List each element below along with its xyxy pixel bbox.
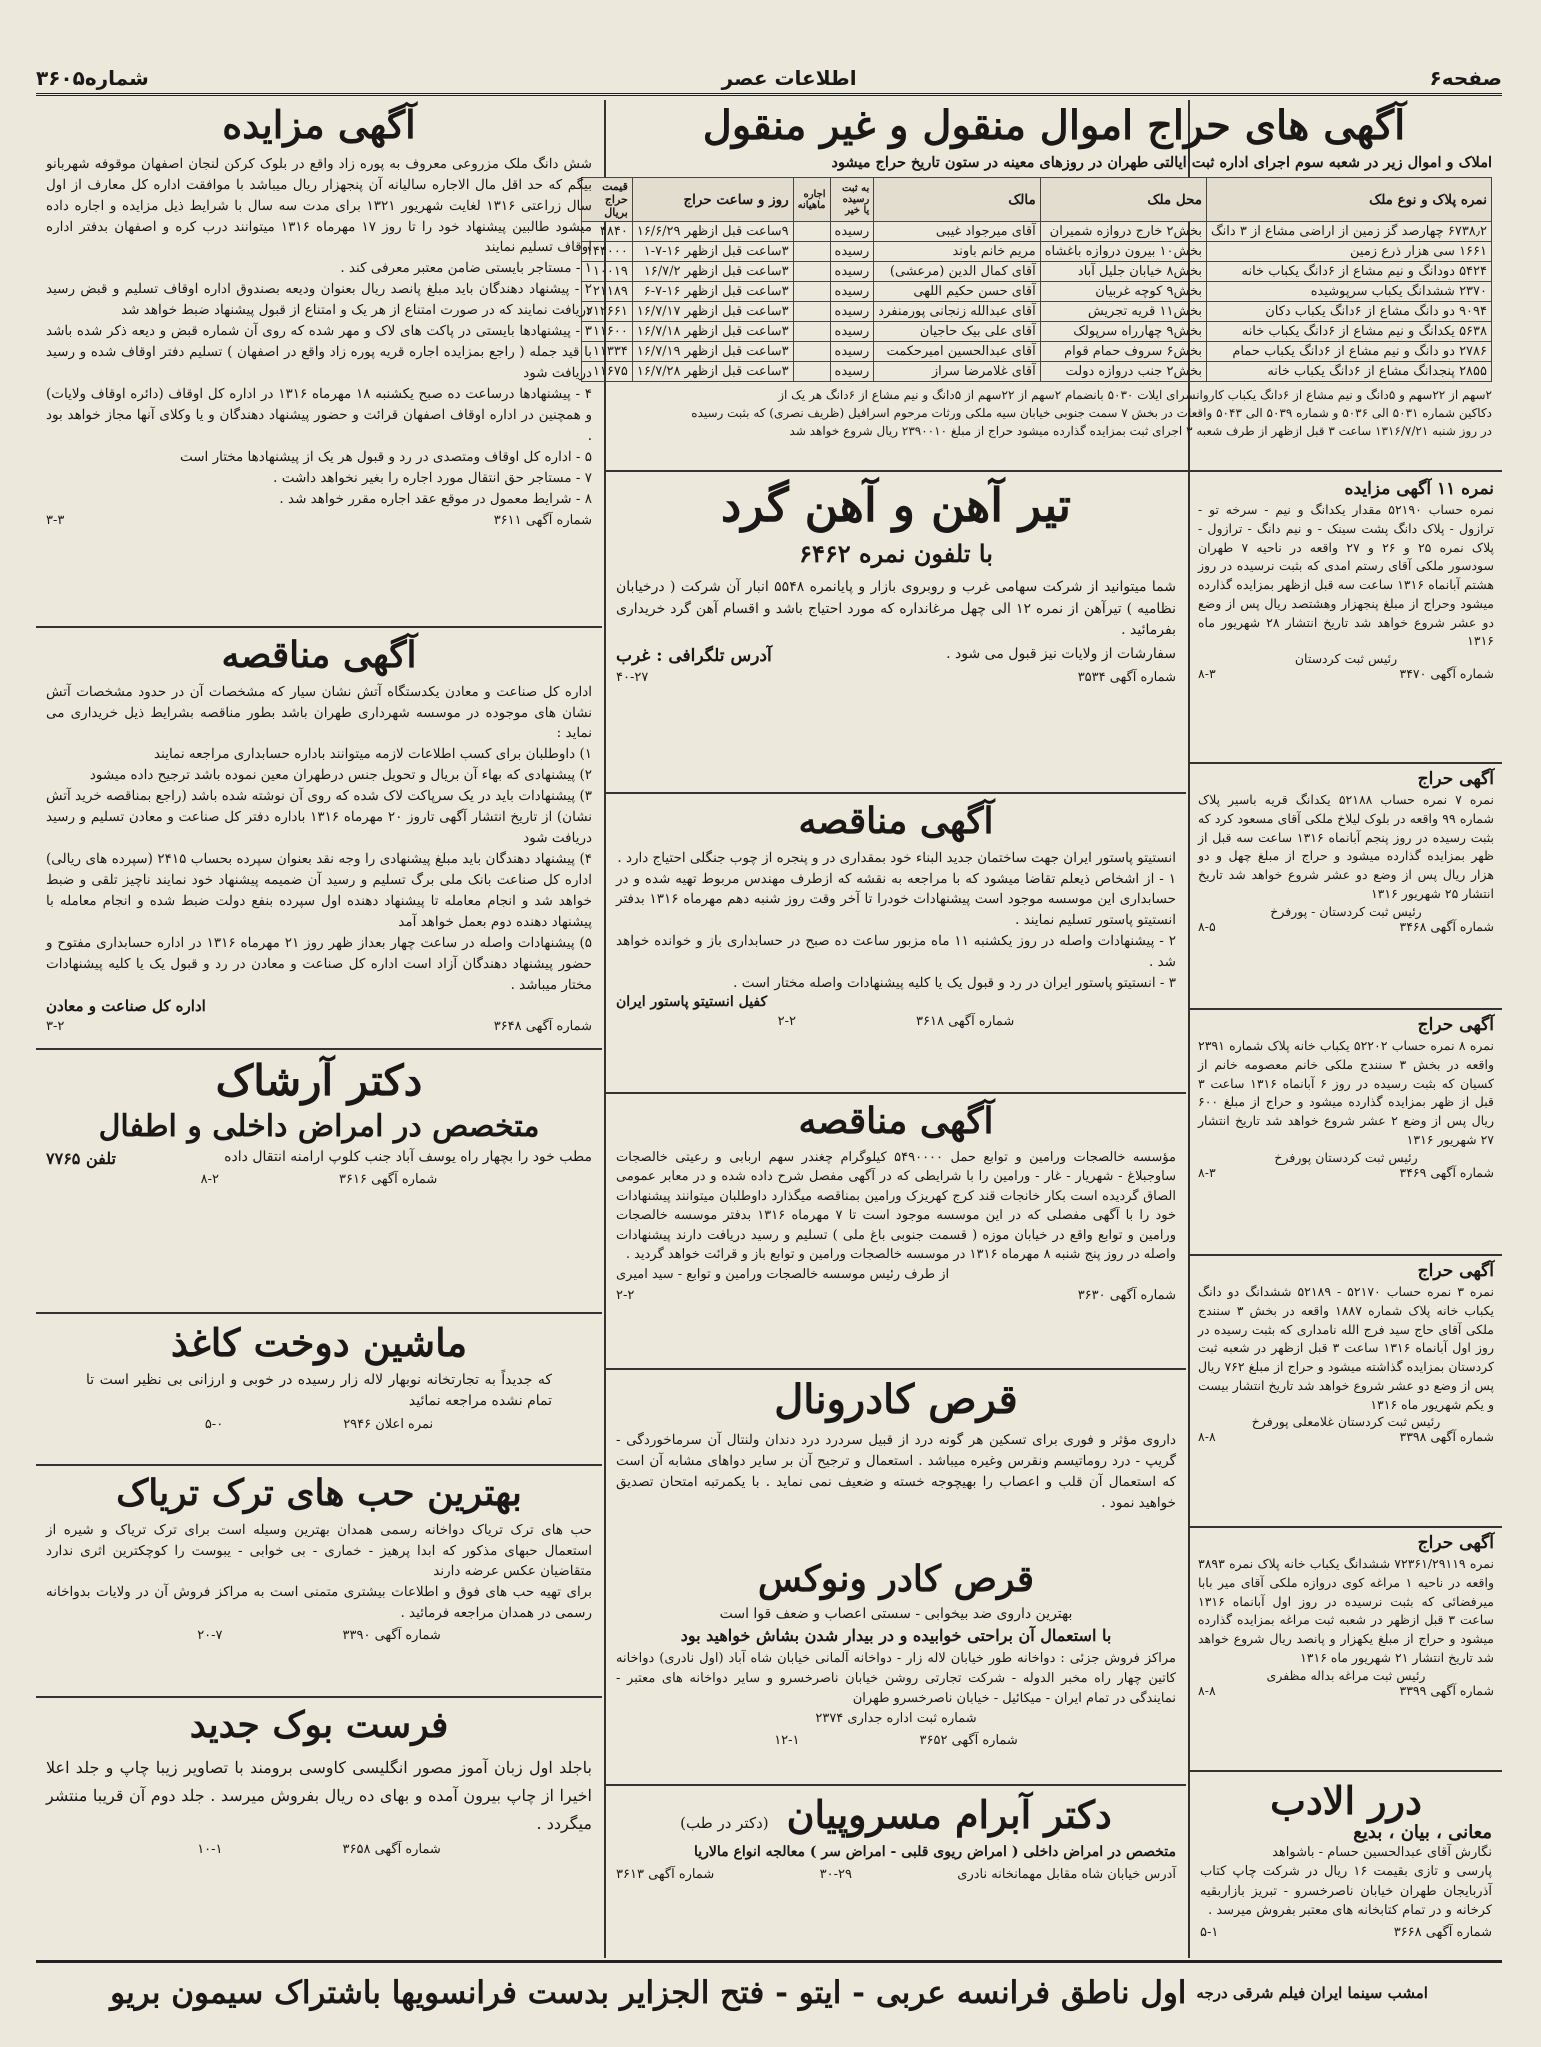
condition-item: ۱) داوطلبان برای کسب اطلاعات لازمه میتوانند باداره حسابداری مراجعه نمایند bbox=[154, 746, 592, 763]
auction-note-line: ۲سهم از ۲۲سهم و ۵دانگ و نیم مشاع از ۶دانگ یکباب کاروانسرای ایلات ۵۰۳۰ بانضمام ۲سهم از ۲۲سهم از ۵دانگ و نیم مشاع از ۶دانگ هر یک از bbox=[778, 388, 1492, 402]
auction-cell: ۳ساعت قبل ازظهر ۱۶-۷-۶ bbox=[632, 282, 793, 302]
ad-subtitle: با تلفون نمره ۶۴۶۲ bbox=[799, 538, 993, 568]
ad-title: آگهی مناقصه bbox=[221, 634, 417, 676]
ad-body: پارسی و تازی بقیمت ۱۶ ریال در شرکت چاپ کتاب آذربایجان طهران خیابان ناصرخسرو - تبریز بازاربقیه کرخانه و در تمام کتابخانه های معتبر بفروش میرسد . bbox=[1200, 1864, 1492, 1919]
ad-dr-abram bbox=[606, 1788, 1186, 1958]
banner-text: اول ناطق فرانسه عربی - ایتو - فتح الجزایر بدست فرانسویها باشتراک سیمون بریو bbox=[110, 1974, 1187, 2011]
auction-cell: رسیده bbox=[830, 262, 874, 282]
ad-number: شماره آگهی ۳۶۳۰ bbox=[1077, 1288, 1176, 1304]
condition-item: ۸ - شرایط معمول در موقع عقد اجاره مقرر خواهد شد . bbox=[279, 490, 592, 507]
ad-body: نمره ۸ نمره حساب ۵۲۲۰۲ یکباب خانه پلاک شماره ۲۳۹۱ واقعه در بخش ۳ سنندج ملکی خانم معصومه خانم از کسیان که بثبت رسیده در روز ۶ آبانماه ۱۳۱۶ ساعت ۳ قبل از ظهر بمزایده گذارده میشود و حراج از مبلغ ۶۰۰ ریال پس از وضع ۲ عشر شروع خواهد شد تاریخ انتشار ۲۷ شهریور ۱۳۱۶ bbox=[1198, 1038, 1494, 1147]
auction-cell: ۳ساعت قبل ازظهر ۱۶/۷/۲ bbox=[632, 262, 793, 282]
ad-signature: رئیس ثبت مراغه بداله مظفری bbox=[1266, 1667, 1426, 1683]
auction-row bbox=[581, 322, 1491, 342]
ad-title: نمره ۱۱ آگهی مزایده bbox=[1344, 479, 1494, 499]
telegraph-address: آدرس تلگرافی : غرب bbox=[616, 646, 772, 667]
ad-number: نمره اعلان ۲۹۴۶ bbox=[343, 1417, 434, 1433]
auction-cell bbox=[793, 282, 830, 302]
ad-number: شماره آگهی ۳۵۳۴ bbox=[1077, 670, 1176, 686]
side-auction-ad bbox=[1190, 1010, 1502, 1256]
ad-title: قرص کادر ونوکس bbox=[757, 1558, 1035, 1600]
ad-code: ۸-۸ bbox=[1198, 1682, 1216, 1698]
ad-footer bbox=[1198, 1165, 1494, 1180]
ad-code: ۳۰-۲۹ bbox=[819, 1867, 852, 1883]
ad-intro: شش دانگ ملک مزروعی معروف به پوره زاد واقع در بلوک کرکن لنجان اصفهان موقوفه شهربانو بیگم که حد اقل مال الاجاره سالیانه آن پنجهزار ریال میباشد با موافقت اداره کل معارف از اول سال زراعتی ۱۳۱۶ لغایت شهریور ۱۳۲۱ برای مدت سه سال با شرایط ذیل مزایده و اجاره داده میشود طالبین پیشنهاد خود را تا روز ۱۷ مهرماه ۱۳۱۶ میتوانند درب کره و اصفهان بدفتر اداره اوقاف تسلیم نمایند bbox=[46, 155, 593, 256]
ad-beet-tender bbox=[606, 1096, 1186, 1370]
auction-cell: ۱۱۶۰۰ bbox=[581, 322, 632, 342]
auction-cell: ۳ساعت قبل ازظهر ۱۶-۷-۱ bbox=[632, 242, 793, 262]
auction-cell: آقای غلامرضا سراز bbox=[874, 362, 1040, 382]
auction-cell: رسیده bbox=[830, 302, 874, 322]
auction-table bbox=[581, 177, 1492, 382]
auction-cell: مریم خانم باوند bbox=[874, 242, 1040, 262]
auction-cell: ۲۱۲۶۶۱ bbox=[581, 302, 632, 322]
auction-row bbox=[581, 222, 1491, 242]
ad-iron-beams bbox=[606, 474, 1186, 794]
auction-cell: ۹ساعت قبل ازظهر ۱۶/۶/۲۹ bbox=[632, 222, 793, 242]
ad-title: آگهی حراج bbox=[1417, 1533, 1494, 1553]
side-auction-ad bbox=[1190, 474, 1502, 764]
auction-cell: رسیده bbox=[830, 282, 874, 302]
ad-number: شماره آگهی ۳۶۴۸ bbox=[493, 1019, 592, 1035]
auction-cell: ۳ساعت قبل ازظهر ۱۶/۷/۱۷ bbox=[632, 302, 793, 322]
ad-subtitle: متخصص در امراض داخلی و اطفال bbox=[98, 1109, 540, 1145]
ad-intro: انستیتو پاستور ایران جهت ساختمان جدید البناء خود بمقداری در و پنجره از چوب جنگلی احتیاج دارد . bbox=[617, 849, 1176, 866]
ad-signature: رئیس ثبت کردستان پورفرخ bbox=[1274, 1149, 1418, 1165]
auction-cell bbox=[793, 222, 830, 242]
ad-signature: رئیس ثبت کردستان غلامعلی پورفرخ bbox=[1251, 1414, 1441, 1430]
ad-footer bbox=[1198, 919, 1494, 934]
ad-conditions-list bbox=[616, 869, 1176, 995]
ad-body: نمره ۷ نمره حساب ۵۲۱۸۸ یکدانگ قریه باسیر پلاک شماره ۹۹ واقعه در بلوک لیلاخ ملکی آقای مسعود کرد که بثبت رسیده در روز پنجم آبانماه ۱۳۱۶ ساعت سه قبل از ظهر بمزایده گذارده میشود و حراج از مبلغ چهل و دو هزار ریال پس از وضع دو عشر شروع خواهد شد تاریخ انتشار ۲۵ شهریور ۱۳۱۶ bbox=[1198, 792, 1494, 901]
ad-address: آدرس خیابان شاه مقابل مهمانخانه نادری bbox=[957, 1867, 1176, 1883]
sales-centers: مراکز فروش جزئی : دواخانه طور خیابان لاله زار - دواخانه آلمانی خیابان شاه آباد (اول نادری) دواخانه کاتین چهار راه مخبر الدوله - شرکت تجارتی روشن خیابان ناصرخسرو و سایر دواخانه های معتبر - نمایندگی در تمام ایران - میکائیل - خیابان ناصرخسرو طهران bbox=[616, 1650, 1176, 1706]
ad-sewing-machine bbox=[36, 1316, 602, 1466]
condition-item: ۳ - پیشنهادها بایستی در پاکت های لاک و مهر شده که روی آن شماره قبض و دیعه ذکر شده باشد با قید جمله ( راجع بمزایده اجاره قریه پوره زاد واقع در اصفهان ) تسلیم دفتر اوقاف شده و رسید دریافت شود bbox=[46, 323, 592, 382]
ad-body: بهترین داروی ضد بیخوابی - سستی اعصاب و ضعف قوا است bbox=[719, 1605, 1073, 1622]
ad-number: شماره آگهی ۳۳۹۹ bbox=[1399, 1682, 1494, 1698]
auction-cell: آقای علی بیک حاجیان bbox=[874, 322, 1040, 342]
auction-title: آگهی های حراج اموال منقول و غیر منقول bbox=[702, 102, 1406, 149]
auction-cell: آقای عبدالله زنجانی پورمنفرد bbox=[874, 302, 1040, 322]
side-auction-ad bbox=[1190, 1256, 1502, 1528]
auction-cell: ۶۷۳۸٫۲ چهارصد گز زمین از اراضی مشاع از ۳ دانگ bbox=[1207, 222, 1492, 242]
auction-cell: بخش۹ چهارراه سرپولک bbox=[1040, 322, 1206, 342]
condition-item: ۵) پیشنهادات واصله در ساعت چهار بعداز ظهر روز ۲۱ مهرماه ۱۳۱۶ در اداره حسابداری مفتوح و حضور پیشنهاد دهندگان آزاد است اداره کل صناعت و معادن در رد و قبول یک یا کلیه پیشنهادات مختار میباشد . bbox=[46, 934, 592, 993]
ad-title: آگهی مناقصه bbox=[798, 1100, 994, 1142]
ad-title: آگهی حراج bbox=[1417, 1015, 1494, 1035]
ad-title: آگهی مزایده bbox=[222, 102, 416, 147]
ad-pasteur-tender bbox=[606, 796, 1186, 1094]
banner-small: امشب سینما ایران فیلم شرقی درجه bbox=[1196, 1983, 1428, 2002]
ad-code: ۵-۱ bbox=[1200, 1924, 1219, 1940]
auction-cell: ۵۴۲۴ دودانگ و نیم مشاع از ۶دانگ یکباب خانه bbox=[1207, 262, 1492, 282]
ad-footer bbox=[46, 1019, 592, 1034]
auction-cell: رسیده bbox=[830, 242, 874, 262]
ad-conditions-list bbox=[46, 258, 592, 509]
ad-body: نمره ۷۲۳۶۱/۲۹۱۱۹ ششدانگ یکباب خانه پلاک نمره ۳۸۹۳ واقعه در ناحیه ۱ مراغه کوی دروازه ملکی آقای میر بابا میرفضائی که بثبت نرسیده در روز اول آبانماه ۱۳۱۶ ساعت ۳ قبل ازظهر در شعبه ثبت مراغه بمزایده گذارده میشود و حراج از مبلغ یکهزار و پانصد ریال شروع خواهد شد تاریخ انتشار ۲۱ شهریور ماه ۱۳۱۶ bbox=[1198, 1556, 1495, 1665]
ad-footer bbox=[1200, 1925, 1492, 1940]
ad-number: شماره آگهی ۳۳۹۰ bbox=[342, 1628, 441, 1644]
ad-subtitle: معانی ، بیان ، بدیع bbox=[1353, 1821, 1492, 1843]
ad-number: شماره آگهی ۳۶۵۸ bbox=[342, 1841, 441, 1857]
ad-title: بهترین حب های ترک تریاک bbox=[116, 1472, 522, 1514]
ad-title: ماشین دوخت کاغذ bbox=[170, 1320, 468, 1365]
ad-bold-line: با استعمال آن براحتی خوابیده و در بیدار شدن بشاش خواهید بود bbox=[680, 1625, 1112, 1645]
condition-item: ۲ - پیشنهاد دهندگان باید مبلغ پانصد ریال بعنوان ودیعه بصندوق اداره اوقاف تسلیم و قبض رسید دریافت نمایند که در صورت امتناع از هر یک و امتناع از قبول پیشنهاد ضبط خواهد شد bbox=[46, 281, 592, 319]
condition-item: ۴) پیشنهاد دهندگان باید مبلغ پیشنهادی را وجه نقد بعنوان سپرده بحساب ۲۴۱۵ (سپرده های ریالی) اداره کل صناعت بانک ملی برگ تسلیم و رسید آن ضمیمه پیشنهاد خود نمایند ناچیز تلقی و ضبط خواهد شد و انجام معامله تا پیشنهاد دهنده اول سپرده بنفع دولت ضبط شده و انجام معامله با پیشنهاد دهنده دوم بعمل خواهد آمد bbox=[46, 850, 592, 930]
ad-number: شماره آگهی ۳۳۹۸ bbox=[1399, 1429, 1494, 1445]
ad-title: آگهی حراج bbox=[1417, 769, 1494, 789]
auction-cell: آقای عبدالحسین امیرحکمت bbox=[874, 342, 1040, 362]
ad-footer bbox=[46, 1417, 592, 1432]
ad-footer bbox=[1198, 666, 1494, 681]
auction-cell: ۱۶۶۱ سی هزار ذرع زمین bbox=[1207, 242, 1492, 262]
auction-cell: ۲۳۷۰ ششدانگ یکباب سرپوشیده bbox=[1207, 282, 1492, 302]
ad-signature: اداره کل صناعت و معادن bbox=[46, 997, 206, 1016]
auction-row bbox=[581, 242, 1491, 262]
ad-footer bbox=[46, 1842, 592, 1857]
ad-body: نمره حساب ۵۲۱۹۰ مقدار یکدانگ و نیم - سرخه تو - ترازول - پلاک دانگ پشت سینک - و نیم دانگ - ترازول - پلاک نمره ۲۵ و ۲۶ و ۲۷ واقعه در ناحیه ۷ طهران سودسور ملکی آقای رستم امدی که بثبت نرسیده در روز هشتم آبانماه ۱۳۱۶ ساعت سه قبل ازظهر بمزایده گذارده میشود وحراج از مبلغ پنجهزار وهشتصد ریال پس از وضع دو عشر شروع خواهد شد تاریخ انتشار ۲۸ شهریور ماه ۱۳۱۶ bbox=[1198, 502, 1495, 649]
ad-body: که جدیداً به تجارتخانه نوبهار لاله زار رسیده در خوبی و ارزانی بی نظیر است تا تمام نشده مراجعه نمائید bbox=[86, 1371, 552, 1410]
side-auction-ad bbox=[1190, 764, 1502, 1010]
ad-code: ۲-۲ bbox=[777, 1014, 797, 1030]
ad-opium-pills bbox=[36, 1468, 602, 1698]
masthead bbox=[36, 62, 1502, 96]
auction-cell: آقای میرجواد غیبی bbox=[874, 222, 1040, 242]
ad-title: قرص کادرونال bbox=[774, 1376, 1018, 1423]
ad-signature: از طرف رئیس موسسه خالصجات ورامین و توابع - سید امیری bbox=[616, 1266, 950, 1282]
ad-dr-arshak bbox=[36, 1052, 602, 1314]
auction-cell: ۲۷۸۶ دو دانگ و نیم مشاع از ۶دانگ یکباب حمام bbox=[1207, 342, 1492, 362]
auction-cell: بخش۱۱ قریه تجریش bbox=[1040, 302, 1206, 322]
ad-body: حب های ترک تریاک دواخانه رسمی همدان بهترین وسیله است برای ترک تریاک و شیره از استعمال حبهای مذکور که ابدا پرهیز - خماری - بی خوابی - یبوست را کوچکترین اثری ندارد متقاضیان عکس عرضه دارند bbox=[46, 1521, 592, 1580]
phone-number: تلفن ۷۷۶۵ bbox=[46, 1149, 116, 1169]
col-plate: نمره پلاک و نوع ملک bbox=[1207, 178, 1492, 222]
condition-item: ۱ - مستاجر بایستی ضامن معتبر معرفی کند . bbox=[340, 260, 592, 277]
auction-cell: ۲۸۵۵ پنجدانگ مشاع از ۶دانگ یکباب خانه bbox=[1207, 362, 1492, 382]
ad-body: متخصص در امراض داخلی ( امراض ریوی قلبی - امراض سر ) معالجه انواع مالاریا bbox=[694, 1843, 1176, 1860]
auction-cell bbox=[793, 322, 830, 342]
ad-dorar-aladab bbox=[1190, 1774, 1502, 1958]
ad-code: ۲۰-۷ bbox=[197, 1628, 223, 1644]
ad-first-book bbox=[36, 1700, 602, 1958]
ad-footer bbox=[616, 1733, 1176, 1748]
ad-number: شماره آگهی ۳۶۶۸ bbox=[1393, 1924, 1492, 1940]
ad-footer bbox=[616, 670, 1176, 685]
ad-conditions-list bbox=[46, 744, 592, 995]
ad-title: آگهی مناقصه bbox=[798, 800, 994, 842]
ad-body: مطب خود را بچهار راه یوسف آباد جنب کلوپ ارامنه انتقال داده bbox=[224, 1149, 592, 1166]
auction-cell bbox=[793, 262, 830, 282]
auction-cell bbox=[793, 302, 830, 322]
col-datetime: روز و ساعت حراج bbox=[632, 178, 793, 222]
ad-number: شماره آگهی ۳۶۱۱ bbox=[493, 513, 592, 529]
ad-title: آگهی حراج bbox=[1417, 1261, 1494, 1281]
ad-code: ۸-۲ bbox=[200, 1172, 220, 1188]
registration-number: شماره ثبت اداره جداری ۲۳۷۴ bbox=[815, 1711, 977, 1727]
ad-code: ۳-۳ bbox=[46, 513, 65, 529]
auction-row bbox=[581, 342, 1491, 362]
ad-mozayedeh bbox=[36, 98, 602, 628]
auction-cell: آقای حسن حکیم اللهی bbox=[874, 282, 1040, 302]
ad-body-2: برای تهیه حب های فوق و اطلاعات بیشتری متمنی است به مراکز فروش آن در ولایات بدواخانه رسمی در همدان مراجعه فرمائید . bbox=[46, 1584, 592, 1622]
auction-notes bbox=[616, 386, 1492, 440]
ad-body: مؤسسه خالصجات ورامین و توابع حمل ۵۴۹۰۰۰۰ کیلوگرام چغندر سهم اربابی و رعیتی خالصجات ساوجبلاغ - شهریار - غار - ورامین را با شرایطی که در آگهی مفصل شرح داده شده و در معابر عمومی الصاق گردیده است بکار خانجات قند کرج کهریزک ورامین بمناقصه میگذارد داوطلبان میتوانند پیشنهادات خود را با آگهی مفصلی که در این موسسه موجود است تا ۷ مهرماه ۱۳۱۶ بدفتر موسسه خالصجات ورامین و توابع واقع در خیابان موزه ( قسمت جنوبی باغ ملی ) تسلیم و رسید دریافت دارند پیشنهادات واصله در روز پنج شنبه ۸ مهرماه ۱۳۱۶ در موسسه خالصجات ورامین و توابع باز و قرائت خواهد گردید . bbox=[616, 1149, 1176, 1263]
ad-code: ۱۰-۱ bbox=[197, 1841, 223, 1857]
col-location: محل ملک bbox=[1040, 178, 1206, 222]
condition-item: ۳ - انستیتو پاستور ایران در رد و قبول یک یا کلیه پیشنهادات واصله مختار است . bbox=[733, 975, 1176, 992]
ad-footer bbox=[616, 1288, 1176, 1303]
ad-intro: اداره کل صناعت و معادن یکدستگاه آتش نشان سیار که مشخصات آن در حدود مشخصات آتش نشان های موجوده در موسسه شهرداری طهران باشد بطور مناقصه بشرایط ذیل خریداری می نماید : bbox=[46, 683, 592, 742]
col-rent: اجاره ماهیانه bbox=[793, 178, 830, 222]
ad-signature: رئیس ثبت کردستان - پورفرخ bbox=[1270, 903, 1422, 919]
ad-footer bbox=[46, 1172, 592, 1187]
ad-footer bbox=[1198, 1429, 1494, 1444]
auction-cell: ۳ساعت قبل ازظهر ۱۶/۷/۲۸ bbox=[632, 362, 793, 382]
auction-cell: بخش۱۰ بیرون دروازه باغشاه bbox=[1040, 242, 1206, 262]
auction-cell: ۱۴۴۰۰۰ bbox=[581, 242, 632, 262]
ad-number: شماره آگهی ۳۴۷۰ bbox=[1399, 666, 1494, 681]
ad-body-row bbox=[616, 646, 1176, 666]
auction-cell: ۴۸۴۰ bbox=[581, 222, 632, 242]
col-owner: مالک bbox=[874, 178, 1040, 222]
auction-cell: ۹۰۹۴ دو دانگ مشاع از ۶دانگ یکباب دکان bbox=[1207, 302, 1492, 322]
auction-cell: رسیده bbox=[830, 322, 874, 342]
ad-footer bbox=[46, 513, 592, 528]
ad-code: ۸-۳ bbox=[1198, 666, 1216, 681]
condition-item: ۵ - اداره کل اوقاف ومتصدی در رد و قبول هر یک از پیشنهادها مختار است bbox=[179, 448, 592, 465]
auction-cell: ۲۱۱۸۹ bbox=[581, 282, 632, 302]
auction-cell: بخش۲ خارج دروازه شمیران bbox=[1040, 222, 1206, 242]
ad-number: شماره آگهی ۳۶۱۸ bbox=[916, 1014, 1015, 1030]
auction-cell bbox=[793, 342, 830, 362]
ad-note: سفارشات از ولایات نیز قبول می شود . bbox=[946, 646, 1176, 663]
ad-number: شماره آگهی ۳۶۵۲ bbox=[919, 1732, 1018, 1748]
col-price: قیمت حراج بریال bbox=[581, 178, 632, 222]
auction-cell: ۵۶۳۸ یکدانگ و نیم مشاع از ۶دانگ یکباب خانه bbox=[1207, 322, 1492, 342]
auction-cell: ۳ساعت قبل ازظهر ۱۶/۷/۱۹ bbox=[632, 342, 793, 362]
auction-cell: بخش۶ سروف حمام قوام bbox=[1040, 342, 1206, 362]
auction-cell: ۱۰۰۱۹ bbox=[581, 262, 632, 282]
ad-body-row bbox=[46, 1149, 592, 1168]
auction-intro: املاک و اموال زیر در شعبه سوم اجرای اداره ثبت ایالتی طهران در روزهای معینه در ستون تاریخ حراج میشود bbox=[831, 154, 1492, 171]
ad-footer bbox=[1198, 1683, 1494, 1698]
ad-code: ۳-۲ bbox=[46, 1019, 65, 1035]
ad-title: تیر آهن و آهن گرد bbox=[720, 478, 1072, 532]
ad-monaqeseh-fire bbox=[36, 630, 602, 1050]
ad-body: باجلد اول زبان آموز مصور انگلیسی کاوسی برومند با تصاویر زیبا چاپ و جلد اعلا اخیرا از چاپ بیرون آمده و بهای ده ریال بفروش میرسد . جلد دوم آن قریبا منتشر میگردد . bbox=[46, 1757, 592, 1833]
ad-number: شماره آگهی ۳۴۶۸ bbox=[1399, 918, 1494, 934]
newspaper-title: اطلاعات عصر bbox=[721, 65, 857, 90]
ad-title: درر الادب bbox=[1270, 1778, 1422, 1823]
auction-cell bbox=[793, 362, 830, 382]
auction-cell: بخش۸ خیابان جلیل آباد bbox=[1040, 262, 1206, 282]
ad-number: شماره آگهی ۳۶۱۳ bbox=[616, 1867, 715, 1883]
ad-title-row bbox=[616, 1794, 1176, 1836]
auction-header-row bbox=[581, 178, 1491, 222]
ad-body: داروی مؤثر و فوری برای تسکین هر گونه درد از قبیل سردرد درد دندان ولنتال آن سرماخوردگی - گریپ - درد روماتیسم ونقرس وغیره میباشد . استعمال و ترجیح آن بر سایر دواهای مشابه آن است که استعمال آن قلب و اعصاب را بهیچوجه خسته و ضعیف نمی نماید . با یکمرتبه امتحان تصدیق خواهید نمود . bbox=[616, 1432, 1176, 1511]
auction-cell: ۱۱۶۷۵ bbox=[581, 362, 632, 382]
ad-code: ۲-۲ bbox=[616, 1288, 635, 1304]
ad-title-note: (دکتر در طب) bbox=[680, 1814, 769, 1832]
ad-body: نمره ۳ نمره حساب ۵۲۱۷۰ - ۵۲۱۸۹ ششدانگ دو دانگ یکباب خانه پلاک شماره ۱۸۸۷ واقعه در بخش ۳ سنندج ملکی آقای حاج سید فرج الله نامداری که بثبت رسیده در روز اول آبانماه ۱۳۱۶ ساعت ۳ قبل ازظهر در شعبه ثبت کردستان بمزایده گذاشته میشود و حراج از مبلغ ۷۶۲ ریال پس از وضع دو عشر شروع خواهد شد تاریخ انتشار بیست و یکم شهریور ماه ۱۳۱۶ bbox=[1198, 1284, 1495, 1412]
condition-item: ۲ - پیشنهادات واصله در روز یکشنبه ۱۱ ماه مزبور ساعت ده صبح در حسابداری باز و خوانده خواهد شد . bbox=[616, 933, 1176, 971]
ad-signature: کفیل انستیتو پاستور ایران bbox=[616, 994, 768, 1011]
condition-item: ۲) پیشنهادی که بهاء آن بریال و تحویل جنس درطهران معین نموده باشد ترجیح داده میشود bbox=[89, 767, 592, 784]
ad-number: شماره آگهی ۳۶۱۶ bbox=[339, 1172, 438, 1188]
auction-table-section bbox=[585, 98, 1502, 472]
ad-code: ۴۰-۲۷ bbox=[616, 670, 649, 686]
auction-cell: بخش۲ جنب دروازه دولت bbox=[1040, 362, 1206, 382]
page-number: صفحه۶ bbox=[1429, 65, 1502, 90]
auction-cell: آقای کمال الدین (مرعشی) bbox=[874, 262, 1040, 282]
ad-code: ۸-۵ bbox=[1198, 918, 1216, 934]
auction-cell: رسیده bbox=[830, 342, 874, 362]
condition-item: ۴ - پیشنهادها درساعت ده صبح یکشنبه ۱۸ مهرماه ۱۳۱۶ در اداره کل اوقاف (دائره اوقاف ولایات) و همچنین در اداره اوقاف اصفهان قرائت و حضور پیشنهاد دهندگان و یا وکلای آنها مجاز خواهد بود . bbox=[46, 385, 593, 444]
ad-number: شماره آگهی ۳۴۶۹ bbox=[1399, 1164, 1494, 1180]
auction-note-line: دکاکین شماره ۵۰۳۱ الی ۵۰۳۶ و شماره ۵۰۳۹ الی ۵۰۴۳ واقعات در بخش ۷ سمت جنوبی خیابان سیه ملکی ورثات مرحوم اسرافیل (ظریف نصری) که بثبت رسیده bbox=[691, 406, 1492, 420]
ad-title: فرست بوک جدید bbox=[189, 1704, 449, 1746]
condition-item: ۷ - مستاجر حق انتقال مورد اجاره را بغیر نخواهد داشت . bbox=[273, 469, 592, 486]
auction-cell: بخش۹ کوچه غربیان bbox=[1040, 282, 1206, 302]
ad-code: ۸-۳ bbox=[1198, 1164, 1216, 1180]
condition-item: ۳) پیشنهادات باید در یک سرپاکت لاک شده که روی آن نوشته شده باشد (راجع بمناقصه خرید آتش نشان) از تاریخ انتشار آگهی تاروز ۲۰ مهرماه ۱۳۱۶ باداره دفتر کل صناعت و معادن تسلیم و رسید دریافت شود bbox=[46, 788, 593, 847]
col-registered: به ثبت رسیده یا خیر bbox=[830, 178, 874, 222]
issue-number: شماره۳۶۰۵ bbox=[36, 65, 149, 90]
side-auction-ad bbox=[1190, 1528, 1502, 1772]
ad-author: نگارش آقای عبدالحسین حسام - باشواهد bbox=[1272, 1844, 1492, 1860]
ad-code: ۱۲-۱ bbox=[774, 1732, 800, 1748]
auction-table-body bbox=[581, 222, 1491, 382]
ad-footer bbox=[616, 1867, 1176, 1882]
ad-body: شما میتوانید از شرکت سهامی غرب و روبروی بازار و پایانمره ۵۵۴۸ انبار آن شرکت ( درخیابان نظامیه ) تیرآهن از نمره ۱۲ الی چهل مرغانداره که مورد احتیاج باشد و اقسام آهن گرد خریداری بفرمائید . bbox=[616, 578, 1177, 639]
cinema-banner bbox=[36, 1960, 1502, 2022]
ad-title: دکتر آبرام مسروپیان bbox=[786, 1792, 1112, 1837]
ad-title: دکتر آرشاک bbox=[215, 1056, 423, 1105]
ad-signature: رئیس ثبت کردستان bbox=[1294, 651, 1398, 666]
auction-cell: ۳ساعت قبل ازظهر ۱۶/۷/۱۸ bbox=[632, 322, 793, 342]
auction-row bbox=[581, 262, 1491, 282]
auction-row bbox=[581, 362, 1491, 382]
auction-cell: رسیده bbox=[830, 222, 874, 242]
auction-cell bbox=[793, 242, 830, 262]
auction-cell: ۱۱۳۳۴ bbox=[581, 342, 632, 362]
ad-code: ۵-۰ bbox=[204, 1417, 224, 1433]
auction-row bbox=[581, 282, 1491, 302]
auction-row bbox=[581, 302, 1491, 322]
ad-cadronal bbox=[606, 1372, 1186, 1552]
condition-item: ۱ - از اشخاص ذیعلم تقاضا میشود که با مراجعه به نقشه که ازطرف مهندس مربوط تهیه شده و در حسابداری این موسسه موجود است پیشنهادات خودرا تا آخر وقت روز شنبه دهم مهرماه ۱۳۱۶ بدفتر انستیتو پاستور تسلیم نمایند . bbox=[616, 870, 1176, 929]
ad-code: ۸-۸ bbox=[1198, 1429, 1216, 1445]
ad-cadronex bbox=[606, 1554, 1186, 1786]
ad-footer bbox=[616, 1014, 1176, 1029]
right-column bbox=[1190, 474, 1502, 1772]
auction-note-line: در روز شنبه ۱۳۱۶/۷/۲۱ ساعت ۳ قبل ازظهر از طرف شعبه ۳ اجرای ثبت بمزایده گذارده میشود حراج از مبلغ ۲۳۹۰۰۱۰ ریال شروع خواهد شد bbox=[789, 424, 1492, 438]
auction-cell: رسیده bbox=[830, 362, 874, 382]
ad-footer bbox=[46, 1628, 592, 1643]
